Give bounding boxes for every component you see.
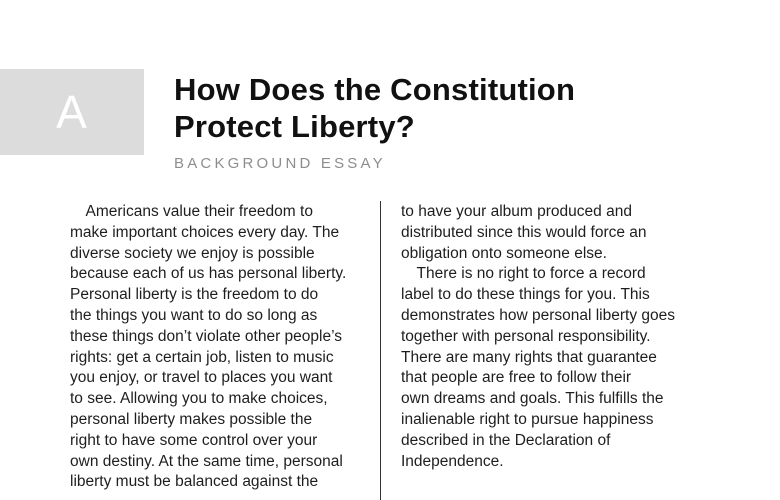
text-line: to see. Allowing you to make choices,: [70, 390, 328, 408]
essay-left-column: [70, 202, 370, 493]
text-line: inalienable right to pursue happiness: [401, 410, 654, 428]
text-line: that people are free to follow their: [401, 369, 632, 387]
text-line: Americans value their freedom to: [70, 203, 313, 220]
text-line: There are many rights that guarantee: [401, 348, 657, 366]
essay-subtitle: BACKGROUND ESSAY: [174, 155, 386, 172]
text-line: There is no right to force a record: [401, 265, 646, 283]
text-line: personal liberty makes possible the: [70, 410, 313, 428]
text-line: you enjoy, or travel to places you want: [70, 369, 333, 387]
page-title: [174, 71, 575, 145]
title-line: Protect Liberty?: [174, 109, 415, 144]
text-line: make important choices every day. The: [70, 223, 340, 241]
text-line: demonstrates how personal liberty goes: [401, 306, 675, 324]
text-line: liberty must be balanced against the: [70, 473, 319, 491]
section-letter: A: [56, 86, 88, 138]
text-line: together with personal responsibility.: [401, 327, 651, 345]
text-line: described in the Declaration of: [401, 431, 611, 449]
text-line: these things don’t violate other people’s: [70, 327, 343, 345]
text-line: rights: get a certain job, listen to music: [70, 348, 334, 366]
text-line: Independence.: [401, 452, 504, 470]
text-line: to have your album produced and: [401, 203, 632, 220]
text-line: distributed since this would force an: [401, 223, 647, 241]
title-line: How Does the Constitution: [174, 72, 576, 107]
column-divider: [380, 201, 381, 500]
text-line: the things you want to do so long as: [70, 306, 318, 324]
text-line: own destiny. At the same time, personal: [70, 452, 343, 470]
text-line: diverse society we enjoy is possible: [70, 244, 315, 262]
text-line: Personal liberty is the freedom to do: [70, 286, 319, 304]
section-letter-box: [0, 69, 144, 155]
text-line: own dreams and goals. This fulfills the: [401, 390, 664, 408]
text-line: because each of us has personal liberty.: [70, 265, 347, 283]
text-line: obligation onto someone else.: [401, 244, 607, 262]
text-line: right to have some control over your: [70, 431, 318, 449]
essay-right-column: [401, 202, 701, 472]
text-line: label to do these things for you. This: [401, 286, 650, 304]
